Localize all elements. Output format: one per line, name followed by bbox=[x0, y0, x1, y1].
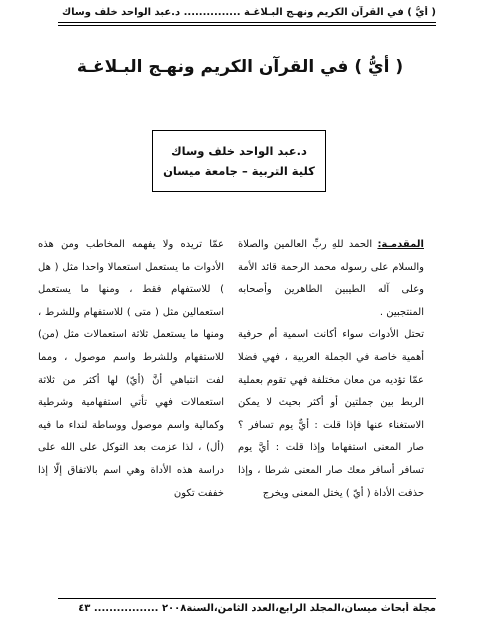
header-rule-thin bbox=[58, 25, 436, 26]
body-column-right bbox=[238, 234, 424, 505]
body-paragraph-continued: عمّا تريده ولا يفهمه المخاطب ومن هذه الأدوات ما يستعمل استعمالا واحدا مثل ( هل ) للاستفهام فقط ، ومنها ما يستعمل استعمالين مثل ( متى ) للاستفهام وللشرط ، ومنها ما يستعمل ثلاثة استعمالات مثل (من) للاستفهام وللشرط واسم موصول ، ومما لفت انتباهي أنَّ (أيّ) لها أكثر من ثلاثة استعمالات فهي تأتي استفهامية وشرطية وكمالية واسم موصول ووساطة لنداء ما فيه (أل) ، لذا عزمت بعد التوكل على الله على دراسة هذه الأداة وهي اسم بالاتفاق إلّا إذا خففت تكون bbox=[38, 239, 224, 499]
body-column-left bbox=[38, 234, 224, 505]
intro-heading: المقدمـة: bbox=[377, 239, 424, 250]
body-paragraph: تحتل الأدوات سواء أكانت اسمية أم حرفية أهمية خاصة في الجملة العربية ، فهي فضلا عمّا تؤديه من معان مختلفة فهي تقوم بعملية الربط بين جملتين أو أكثر بحيث لا يمكن الاستغناء عنها فإذا قلت : أيٌّ يوم تسافر ؟ صار المعنى استفهاما وإذا قلت : أيَّ يوم تسافر أسافر معك صار المعنى شرطا ، وإذا حذفت الأداة ( أيّ ) يختل المعنى ويخرج bbox=[238, 329, 424, 499]
intro-text: الحمد للهِ ربِّ العالمين والصلاة والسلام على رسوله محمد الرحمة قائد الأمة وعلى آله الطيبين الطاهرين وأصحابه المنتجبين . bbox=[238, 239, 424, 318]
paper-title: ( أيُّ ) في القرآن الكريم ونهـج البـلاغـة bbox=[76, 57, 404, 77]
author-affiliation: كلية التربية – جامعة ميسان bbox=[163, 164, 315, 178]
footer-journal: مجلة أبحاث ميسان،المجلد الرابع،العدد الثامن،السنة٢٠٠٨ ................. ٤٣ bbox=[78, 603, 436, 614]
footer-rule bbox=[58, 598, 436, 599]
author-box bbox=[152, 130, 326, 192]
intro-paragraph bbox=[238, 234, 424, 324]
header-rule bbox=[58, 22, 436, 23]
running-header: ( أيُّ ) في القرآن الكريم ونهـج البـلاغـة ............... د.عبد الواحد خلف وساك bbox=[62, 7, 436, 18]
author-name: د.عبد الواحد خلف وساك bbox=[171, 144, 307, 158]
